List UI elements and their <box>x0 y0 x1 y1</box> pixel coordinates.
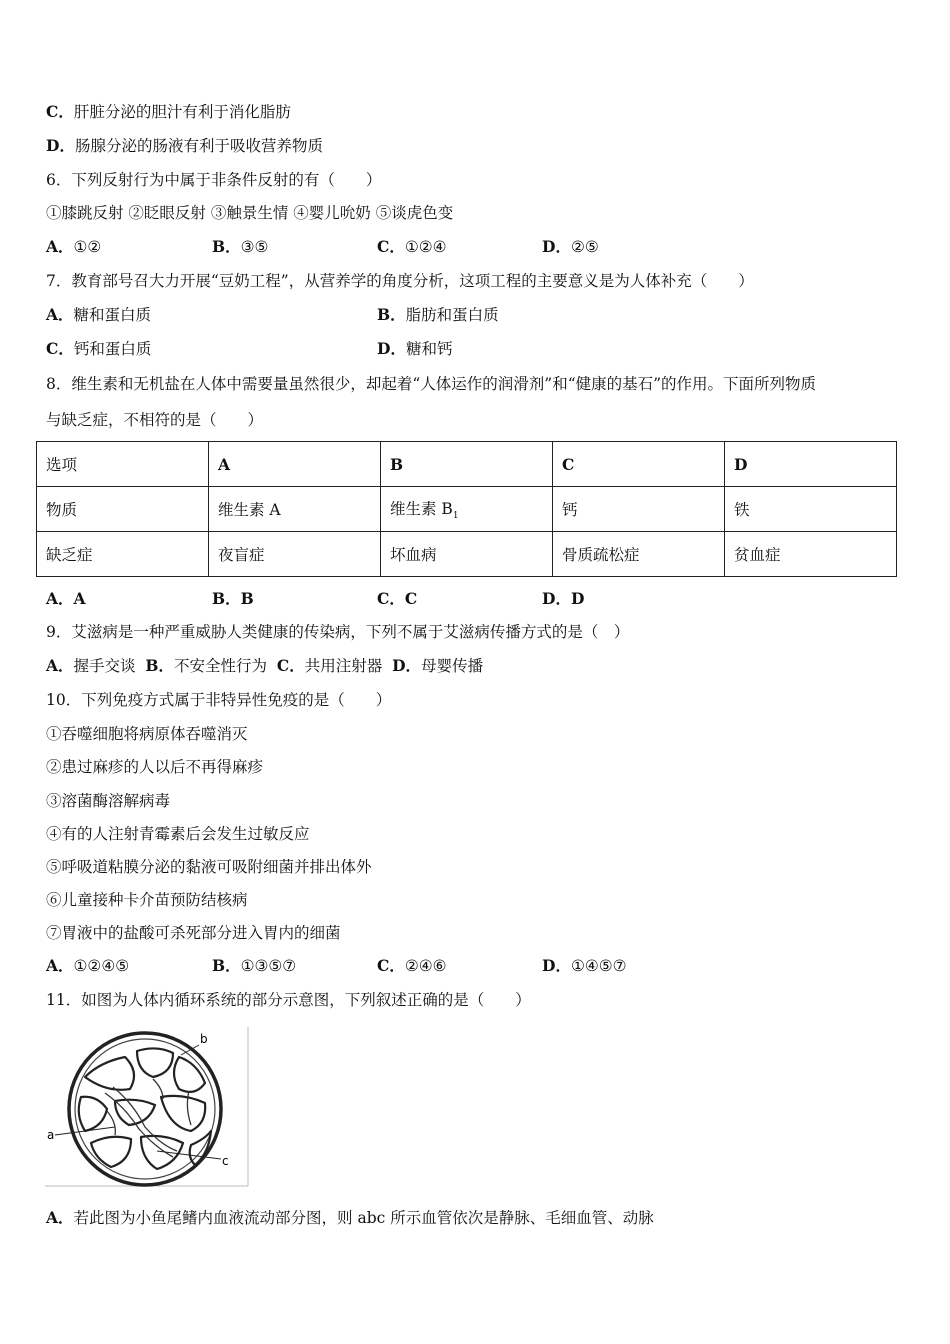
option-text: ③⑤ <box>240 238 269 256</box>
q8-option-a <box>46 589 86 609</box>
option-text: ②⑤ <box>570 238 599 256</box>
option-label: C． <box>46 339 74 358</box>
label-c: c <box>222 1154 229 1168</box>
option-text: 肝脏分泌的胆汁有利于消化脂肪 <box>73 103 291 121</box>
q7-option-d <box>377 339 452 359</box>
q10-option-a <box>46 956 129 976</box>
option-label: D． <box>377 339 406 358</box>
circulation-diagram <box>45 1027 249 1187</box>
table-cell: 钙 <box>553 487 725 532</box>
option-text: 糖和蛋白质 <box>73 306 152 324</box>
table-cell: A <box>209 442 381 487</box>
option-label: D． <box>392 656 422 675</box>
option-text: A <box>73 589 86 608</box>
label-b: b <box>200 1032 208 1046</box>
q10-item-1: ①吞噬细胞将病原体吞噬消灭 <box>46 725 248 743</box>
table-cell: 铁 <box>725 487 897 532</box>
option-label: A． <box>46 1208 74 1227</box>
q8-stem-line1: 8．维生素和无机盐在人体中需要量虽然很少，却起着“人体运作的润滑剂”和“健康的基石”的作用。下面所列物质 <box>46 375 817 393</box>
option-label: B． <box>212 956 241 975</box>
q8-option-d <box>542 589 584 609</box>
q7-option-b <box>377 305 499 325</box>
q8-stem-line2: 与缺乏症，不相符的是（ ） <box>46 411 264 429</box>
q6-option-c <box>377 237 447 257</box>
q6-option-d <box>542 237 599 257</box>
option-text: 共用注射器 <box>304 657 383 675</box>
table-cell: 物质 <box>37 487 209 532</box>
option-text: C <box>404 589 418 608</box>
option-label: A． <box>46 589 74 608</box>
table-cell: B <box>381 442 553 487</box>
table-row <box>37 487 897 532</box>
option-label: C． <box>377 237 405 256</box>
option-text: 肠腺分泌的肠液有利于吸收营养物质 <box>74 137 323 155</box>
subscript: 1 <box>452 511 459 522</box>
option-text: B <box>240 589 254 608</box>
table-cell: 坏血病 <box>381 532 553 577</box>
q10-option-c <box>377 956 447 976</box>
option-label: D． <box>542 956 571 975</box>
q6-items: ①膝跳反射 ②眨眼反射 ③触景生情 ④婴儿吮奶 ⑤谈虎色变 <box>46 204 454 222</box>
table-cell: D <box>725 442 897 487</box>
q8-table <box>36 441 897 577</box>
option-text: ①④⑤⑦ <box>570 957 627 975</box>
q6-stem: 6．下列反射行为中属于非条件反射的有（ ） <box>46 171 382 189</box>
option-label: C． <box>377 589 405 608</box>
q5-option-c <box>46 102 291 122</box>
option-label: A． <box>46 956 74 975</box>
option-text: 脂肪和蛋白质 <box>405 306 499 324</box>
q10-item-6: ⑥儿童接种卡介苗预防结核病 <box>46 891 248 909</box>
option-text: D <box>570 589 585 608</box>
q10-item-2: ②患过麻疹的人以后不再得麻疹 <box>46 758 264 776</box>
option-label: B． <box>212 237 241 256</box>
option-label: A． <box>46 237 74 256</box>
option-label: D． <box>542 237 571 256</box>
table-cell: 骨质疏松症 <box>553 532 725 577</box>
option-text: 若此图为小鱼尾鳍内血液流动部分图，则 abc 所示血管依次是静脉、毛细血管、动脉 <box>73 1209 654 1227</box>
option-text: 不安全性行为 <box>174 657 268 675</box>
q7-stem: 7．教育部号召大力开展“豆奶工程”，从营养学的角度分析，这项工程的主要意义是为人体补充（ ） <box>46 272 754 290</box>
option-text: ①② <box>73 238 102 256</box>
table-row <box>37 532 897 577</box>
table-cell: 夜盲症 <box>209 532 381 577</box>
option-text: 母婴传播 <box>421 657 484 675</box>
q7-option-a <box>46 305 151 325</box>
option-text: 握手交谈 <box>73 657 136 675</box>
label-a: a <box>47 1128 55 1142</box>
q8-option-b <box>212 589 254 609</box>
q11-stem: 11．如图为人体内循环系统的部分示意图，下列叙述正确的是（ ） <box>46 991 531 1009</box>
option-label: D． <box>46 136 75 155</box>
q6-option-a <box>46 237 101 257</box>
q9-stem: 9．艾滋病是一种严重威胁人类健康的传染病，下列不属于艾滋病传播方式的是（ ） <box>46 623 630 641</box>
q5-option-d <box>46 136 323 156</box>
option-text: 糖和钙 <box>405 340 453 358</box>
option-label: A． <box>46 656 74 675</box>
table-cell: C <box>553 442 725 487</box>
q9-options <box>46 656 483 676</box>
q7-option-c <box>46 339 151 359</box>
option-label: C． <box>46 102 74 121</box>
q10-option-d <box>542 956 627 976</box>
q10-stem: 10．下列免疫方式属于非特异性免疫的是（ ） <box>46 691 392 709</box>
q10-item-3: ③溶菌酶溶解病毒 <box>46 792 171 810</box>
table-cell: 缺乏症 <box>37 532 209 577</box>
option-label: B． <box>377 305 406 324</box>
q10-item-7: ⑦胃液中的盐酸可杀死部分进入胃内的细菌 <box>46 924 341 942</box>
option-label: A． <box>46 305 74 324</box>
q6-option-b <box>212 237 268 257</box>
table-row <box>37 442 897 487</box>
option-label: D． <box>542 589 571 608</box>
option-text: ①②④ <box>404 238 447 256</box>
table-cell: 维生素 A <box>209 487 381 532</box>
cell-text: 维生素 B <box>390 499 453 518</box>
q8-option-c <box>377 589 417 609</box>
table-cell: 选项 <box>37 442 209 487</box>
option-text: ②④⑥ <box>404 957 447 975</box>
option-text: ①③⑤⑦ <box>240 957 297 975</box>
option-label: C． <box>276 656 305 675</box>
q11-option-a <box>46 1208 654 1228</box>
option-text: 钙和蛋白质 <box>73 340 152 358</box>
option-text: ①②④⑤ <box>73 957 130 975</box>
option-label: C． <box>377 956 405 975</box>
table-cell <box>381 487 553 532</box>
option-label: B． <box>212 589 241 608</box>
q10-option-b <box>212 956 296 976</box>
table-cell: 贫血症 <box>725 532 897 577</box>
q10-item-4: ④有的人注射青霉素后会发生过敏反应 <box>46 825 310 843</box>
option-label: B． <box>145 656 175 675</box>
q10-item-5: ⑤呼吸道粘膜分泌的黏液可吸附细菌并排出体外 <box>46 858 372 876</box>
